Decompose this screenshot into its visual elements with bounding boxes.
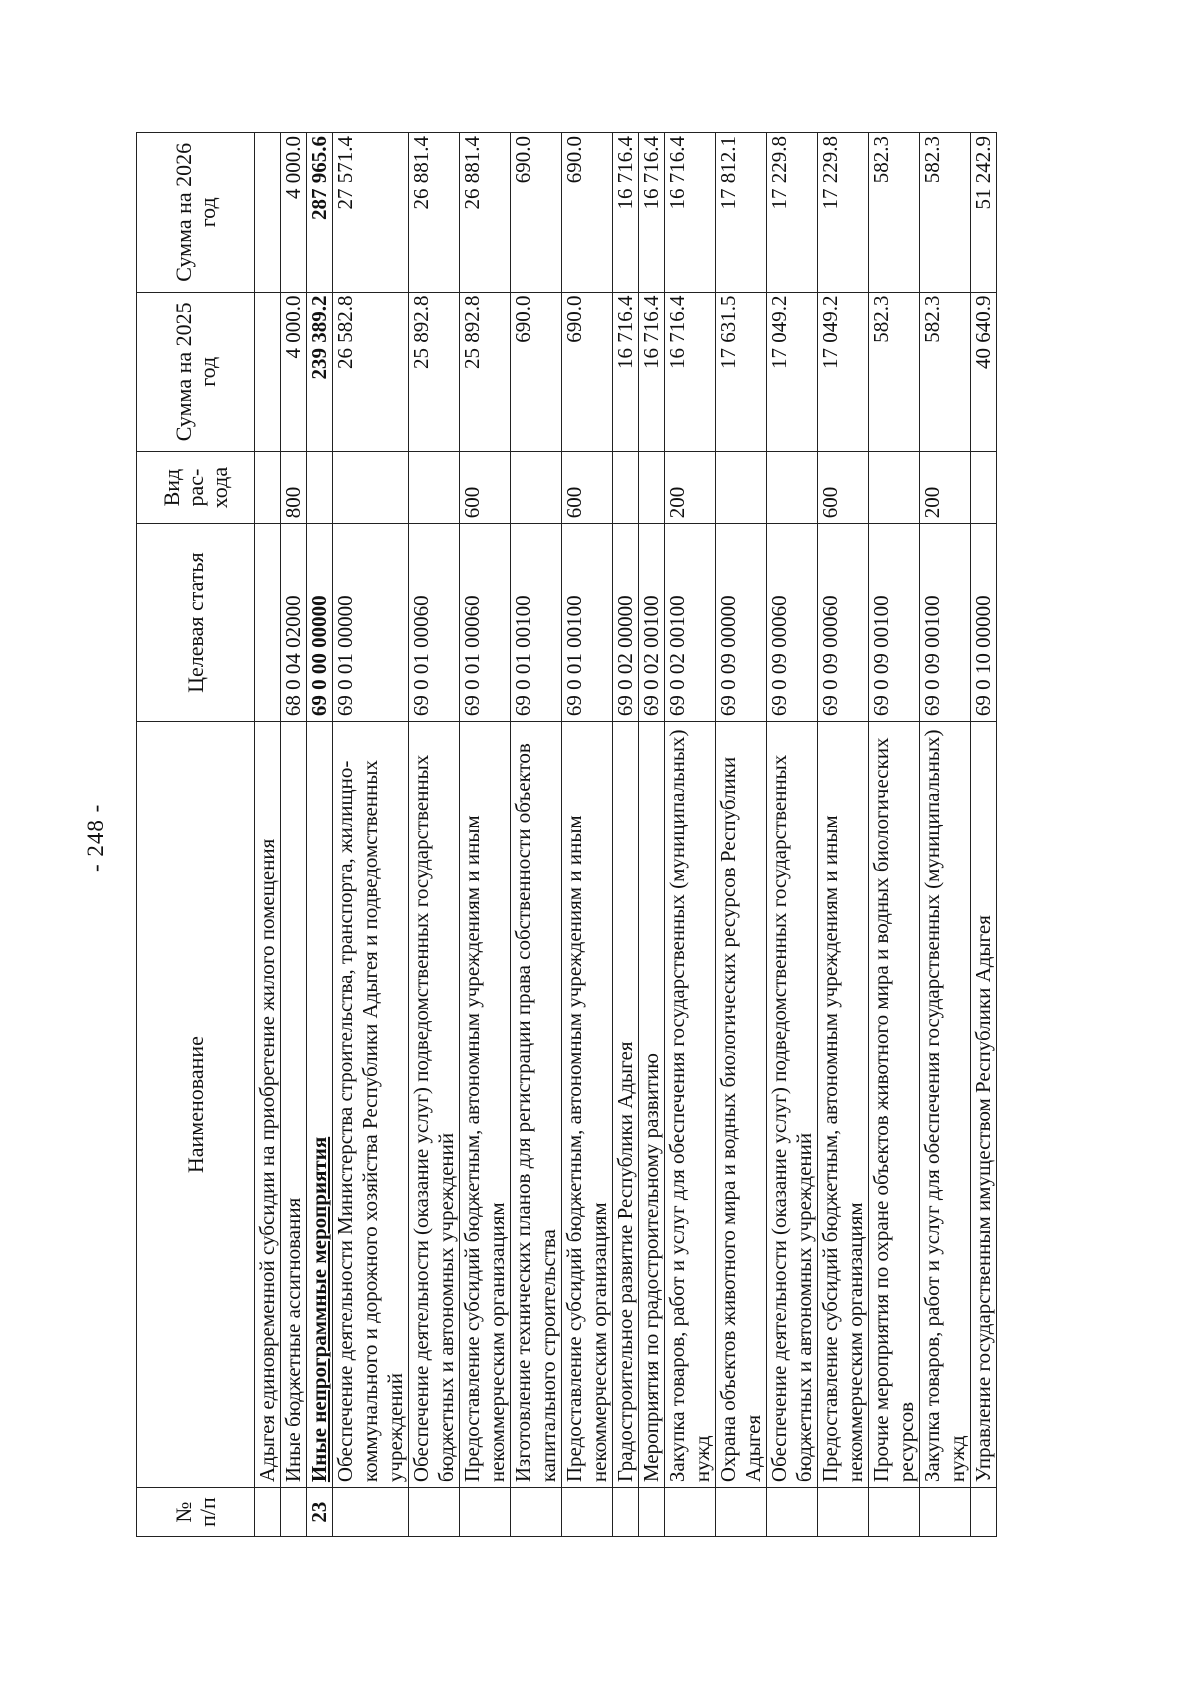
row-name-text: Предоставление субсидий бюджетным, автономным учреждениям и иным некоммерческим организациям: [818, 815, 867, 1483]
row-sum-2025-text: 690.0: [562, 295, 586, 343]
table-row: [869, 133, 920, 1537]
row-target-article: [818, 524, 869, 722]
row-expense-type: [511, 452, 562, 524]
row-name: [971, 722, 997, 1488]
row-name: [409, 722, 460, 1488]
row-sum-2025-text: 582.3: [920, 295, 944, 343]
row-num: [767, 1488, 818, 1537]
row-target-article: [665, 524, 716, 722]
row-name: [716, 722, 767, 1488]
row-num: [562, 1488, 613, 1537]
row-target-article-text: 69 0 09 00000: [716, 595, 740, 717]
row-name: [818, 722, 869, 1488]
table-row: [971, 133, 997, 1537]
row-sum-2025-text: 16 716.4: [639, 295, 663, 370]
row-name-text: Иные бюджетные ассигнования: [281, 1197, 305, 1483]
row-sum-2025: [818, 292, 869, 451]
row-num: [281, 1488, 307, 1537]
row-num: [639, 1488, 665, 1537]
row-name-text: Управление государственным имуществом Республики Адыгея: [971, 915, 995, 1483]
row-name: [665, 722, 716, 1488]
row-sum-2025: [613, 292, 639, 451]
row-sum-2025: [255, 292, 281, 451]
table-row: [562, 133, 613, 1537]
row-sum-2026-text: 16 716.4: [665, 136, 689, 210]
row-name: [920, 722, 971, 1488]
row-sum-2025: [767, 292, 818, 451]
row-sum-2026-text: 287 965.6: [307, 136, 331, 220]
row-target-article: [281, 524, 307, 722]
table-header-row: [137, 133, 255, 1537]
table-row: [613, 133, 639, 1537]
row-sum-2026-text: 26 881.4: [460, 136, 484, 210]
row-name: [255, 722, 281, 1488]
row-target-article: [971, 524, 997, 722]
row-expense-type: [716, 452, 767, 524]
row-num: [307, 1488, 333, 1537]
row-target-article-text: 68 0 04 02000: [281, 595, 305, 717]
header-sum-2025: Сумма на 2025 год: [137, 292, 255, 451]
header-target: Целевая статья: [137, 524, 255, 722]
row-num: [971, 1488, 997, 1537]
page-number: - 248 -: [83, 803, 108, 872]
row-sum-2025-text: 16 716.4: [665, 295, 689, 370]
header-type: Вид рас-хода: [137, 452, 255, 524]
table-row: [511, 133, 562, 1537]
table-row: [665, 133, 716, 1537]
header-sum-2026: Сумма на 2026 год: [137, 133, 255, 293]
row-sum-2026-text: 27 571.4: [333, 136, 357, 210]
row-sum-2025-text: 690.0: [511, 295, 535, 343]
row-name: [639, 722, 665, 1488]
row-name-text: Прочие мероприятия по охране объектов животного мира и водных биологических ресурсов: [869, 737, 918, 1483]
row-target-article-text: 69 0 09 00100: [920, 595, 944, 717]
row-name: [281, 722, 307, 1488]
row-num: [511, 1488, 562, 1537]
row-num: [920, 1488, 971, 1537]
row-expense-type: [665, 452, 716, 524]
row-num: [869, 1488, 920, 1537]
row-expense-type: [767, 452, 818, 524]
row-sum-2025-text: 17 631.5: [716, 295, 740, 370]
row-expense-type: [971, 452, 997, 524]
row-sum-2026-text: 582.3: [869, 136, 893, 184]
table-row: [333, 133, 409, 1537]
row-name: [333, 722, 409, 1488]
row-target-article: [333, 524, 409, 722]
row-name-text: Предоставление субсидий бюджетным, автономным учреждениям и иным некоммерческим организациям: [562, 815, 611, 1483]
row-name-text: Предоставление субсидий бюджетным, автономным учреждениям и иным некоммерческим организациям: [460, 815, 509, 1483]
row-target-article-text: 69 0 01 00100: [562, 595, 586, 717]
table-row: [639, 133, 665, 1537]
row-sum-2026-text: 51 242.9: [971, 136, 995, 210]
row-sum-2025: [869, 292, 920, 451]
row-name-text: Адыгея единовременной субсидии на приобретение жилого помещения: [255, 838, 279, 1483]
row-name: [562, 722, 613, 1488]
row-sum-2026: [869, 133, 920, 293]
header-name: Наименование: [137, 722, 255, 1488]
row-sum-2025: [460, 292, 511, 451]
row-name-text: Закупка товаров, работ и услуг для обеспечения государственных (муниципальных) нужд: [920, 729, 969, 1483]
row-sum-2025-text: 16 716.4: [613, 295, 637, 370]
row-sum-2025: [971, 292, 997, 451]
row-name: [613, 722, 639, 1488]
row-name: [307, 722, 333, 1488]
row-expense-type: [333, 452, 409, 524]
row-sum-2026: [613, 133, 639, 293]
table-row: [716, 133, 767, 1537]
row-name-text: Обеспечение деятельности (оказание услуг) подведомственных государственных бюджетных и автономных учреждений: [409, 754, 458, 1483]
row-sum-2026-text: 690.0: [562, 136, 586, 184]
row-expense-type: [562, 452, 613, 524]
row-target-article-text: 69 0 02 00000: [613, 595, 637, 717]
row-sum-2025: [511, 292, 562, 451]
row-target-article: [639, 524, 665, 722]
row-sum-2025-text: 582.3: [869, 295, 893, 343]
row-sum-2026: [665, 133, 716, 293]
row-target-article-text: 69 0 00 00000: [307, 595, 331, 717]
row-num: [409, 1488, 460, 1537]
row-num: [665, 1488, 716, 1537]
row-name-text: Иные непрограммные мероприятия: [307, 1136, 331, 1483]
row-name-text: Обеспечение деятельности (оказание услуг) подведомственных государственных бюджетных и автономных учреждений: [767, 754, 816, 1483]
row-target-article-text: 69 0 09 00100: [869, 595, 893, 717]
table-row: [818, 133, 869, 1537]
row-expense-type-text: 800: [281, 486, 305, 519]
row-sum-2025-text: 25 892.8: [409, 295, 433, 370]
row-expense-type: [613, 452, 639, 524]
row-name-text: Изготовление технических планов для регистрации права собственности объектов капитального строительства: [511, 743, 560, 1483]
row-expense-type: [639, 452, 665, 524]
row-num: [716, 1488, 767, 1537]
row-sum-2026: [307, 133, 333, 293]
row-expense-type-text: 200: [665, 486, 689, 519]
row-name: [460, 722, 511, 1488]
table-row: [767, 133, 818, 1537]
row-target-article-text: 69 0 10 00000: [971, 595, 995, 717]
row-num: [333, 1488, 409, 1537]
row-target-article-text: 69 0 01 00060: [409, 595, 433, 717]
row-name: [767, 722, 818, 1488]
row-sum-2025-text: 26 582.8: [333, 295, 357, 370]
row-sum-2025: [562, 292, 613, 451]
row-expense-type-text: 200: [920, 486, 944, 519]
table-row: [307, 133, 333, 1537]
row-target-article: [511, 524, 562, 722]
row-sum-2026-text: 4 000.0: [281, 136, 305, 199]
row-target-article-text: 69 0 01 00000: [333, 595, 357, 717]
row-sum-2025: [920, 292, 971, 451]
row-expense-type: [409, 452, 460, 524]
row-sum-2026: [562, 133, 613, 293]
row-sum-2025: [281, 292, 307, 451]
row-sum-2026: [333, 133, 409, 293]
row-sum-2025: [639, 292, 665, 451]
row-sum-2025: [665, 292, 716, 451]
row-sum-2026-text: 690.0: [511, 136, 535, 184]
row-sum-2025-text: 17 049.2: [767, 295, 791, 370]
row-name-text: Обеспечение деятельности Министерства строительства, транспорта, жилищно-коммунального и дорожного хозяйства Республики Адыгея и подведомственных учреждений: [333, 760, 407, 1483]
row-sum-2026-text: 17 812.1: [716, 136, 740, 210]
row-sum-2025: [333, 292, 409, 451]
row-num: [255, 1488, 281, 1537]
row-num: [460, 1488, 511, 1537]
row-sum-2026-text: 582.3: [920, 136, 944, 184]
row-target-article: [716, 524, 767, 722]
row-sum-2026-text: 16 716.4: [613, 136, 637, 210]
row-sum-2025: [307, 292, 333, 451]
row-target-article-text: 69 0 09 00060: [767, 595, 791, 717]
row-sum-2026-text: 17 229.8: [818, 136, 842, 210]
table-row: [409, 133, 460, 1537]
row-sum-2025: [409, 292, 460, 451]
table-row: [460, 133, 511, 1537]
row-target-article-text: 69 0 01 00060: [460, 595, 484, 717]
row-expense-type-text: 600: [818, 486, 842, 519]
row-target-article: [307, 524, 333, 722]
row-target-article: [460, 524, 511, 722]
budget-table: [136, 132, 997, 1537]
row-target-article-text: 69 0 02 00100: [639, 595, 663, 717]
table-row: [920, 133, 971, 1537]
row-target-article: [562, 524, 613, 722]
row-sum-2026: [281, 133, 307, 293]
row-sum-2026-text: 17 229.8: [767, 136, 791, 210]
row-sum-2026-text: 26 881.4: [409, 136, 433, 210]
row-expense-type: [281, 452, 307, 524]
row-sum-2026: [409, 133, 460, 293]
row-name-text: Охрана объектов животного мира и водных биологических ресурсов Республики Адыгея: [716, 756, 765, 1483]
row-sum-2026: [716, 133, 767, 293]
row-expense-type: [869, 452, 920, 524]
row-sum-2025-text: 17 049.2: [818, 295, 842, 370]
row-sum-2025-text: 4 000.0: [281, 295, 305, 359]
row-target-article: [255, 524, 281, 722]
row-name: [869, 722, 920, 1488]
row-target-article: [409, 524, 460, 722]
row-sum-2026: [971, 133, 997, 293]
row-target-article: [920, 524, 971, 722]
row-sum-2025-text: 25 892.8: [460, 295, 484, 370]
header-num: № п/п: [137, 1488, 255, 1537]
row-target-article-text: 69 0 02 00100: [665, 595, 689, 717]
row-sum-2025-text: 239 389.2: [307, 295, 331, 380]
row-expense-type: [818, 452, 869, 524]
row-sum-2026: [255, 133, 281, 293]
table-row: [255, 133, 281, 1537]
row-expense-type: [255, 452, 281, 524]
row-num: [818, 1488, 869, 1537]
row-target-article: [613, 524, 639, 722]
row-target-article: [869, 524, 920, 722]
row-sum-2025: [716, 292, 767, 451]
row-sum-2026-text: 16 716.4: [639, 136, 663, 210]
row-expense-type-text: 600: [562, 486, 586, 519]
row-expense-type: [460, 452, 511, 524]
row-sum-2026: [639, 133, 665, 293]
row-expense-type: [307, 452, 333, 524]
row-sum-2026: [767, 133, 818, 293]
row-expense-type: [920, 452, 971, 524]
row-num-text: 23: [307, 1501, 331, 1523]
row-name-text: Закупка товаров, работ и услуг для обеспечения государственных (муниципальных) нужд: [665, 729, 714, 1483]
row-target-article: [767, 524, 818, 722]
row-sum-2026: [460, 133, 511, 293]
row-sum-2025-text: 40 640.9: [971, 295, 995, 370]
row-name-text: Мероприятия по градостроительному развитию: [639, 1053, 663, 1483]
row-sum-2026: [511, 133, 562, 293]
row-expense-type-text: 600: [460, 486, 484, 519]
row-num: [613, 1488, 639, 1537]
row-sum-2026: [818, 133, 869, 293]
row-target-article-text: 69 0 09 00060: [818, 595, 842, 717]
table-row: [281, 133, 307, 1537]
row-target-article-text: 69 0 01 00100: [511, 595, 535, 717]
row-sum-2026: [920, 133, 971, 293]
row-name: [511, 722, 562, 1488]
row-name-text: Градостроительное развитие Республики Адыгея: [613, 1041, 637, 1483]
